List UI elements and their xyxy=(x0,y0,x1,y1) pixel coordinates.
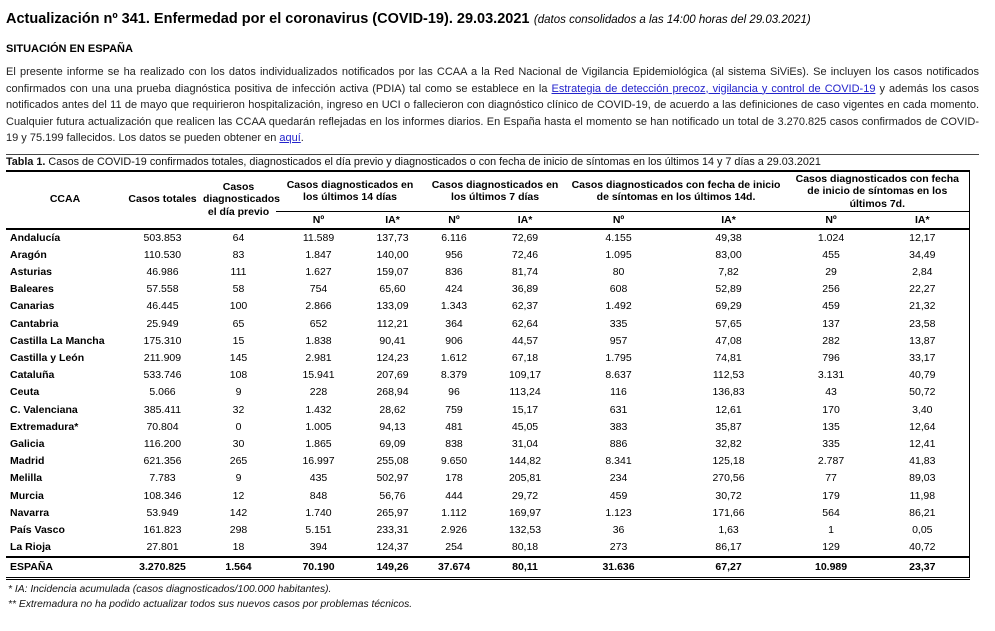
value-cell: 1.432 xyxy=(305,403,332,416)
value-cell: 47,08 xyxy=(715,334,742,347)
value-cell: 455 xyxy=(822,248,840,261)
value-cell: 12,17 xyxy=(909,231,936,244)
value-cell: 136,83 xyxy=(712,386,745,399)
value-cell: 109,17 xyxy=(508,369,542,382)
col-header-ccaa: CCAA xyxy=(6,171,124,229)
value-cell: 23,58 xyxy=(909,317,936,330)
value-cell: 25.949 xyxy=(146,317,179,330)
value-cell: 96 xyxy=(448,386,460,399)
table-row xyxy=(6,264,969,281)
value-cell: 53.949 xyxy=(146,506,179,519)
ccaa-name-cell: Ceuta xyxy=(10,386,40,399)
value-cell: 3,40 xyxy=(912,403,933,416)
value-cell: 86,21 xyxy=(909,506,936,519)
table-row xyxy=(6,419,969,436)
value-cell: 255,08 xyxy=(376,455,409,468)
value-cell: 116.200 xyxy=(143,437,182,450)
value-cell: 27.801 xyxy=(146,541,179,554)
table-row xyxy=(6,436,969,453)
value-cell: 1.024 xyxy=(817,231,845,244)
value-cell: 62,37 xyxy=(511,300,539,313)
value-cell: 16.997 xyxy=(302,455,335,468)
value-cell: 207,69 xyxy=(376,369,409,382)
value-cell: 80 xyxy=(612,265,625,278)
value-cell: 52,89 xyxy=(715,283,742,296)
value-cell: 33,17 xyxy=(909,351,936,364)
value-cell: 18 xyxy=(232,541,245,554)
value-cell: 65,60 xyxy=(379,283,406,296)
value-cell: 836 xyxy=(445,265,463,278)
ccaa-name-cell: Canarias xyxy=(10,300,55,313)
table-caption-text: Casos de COVID-19 confirmados totales, diagnosticados el día previo y diagnosticados o con fecha de inicio de síntomas en los últimos 14 y 7 días a 29.03.2021 xyxy=(45,155,821,168)
ccaa-name-cell: Melilla xyxy=(10,472,43,485)
value-cell: 175.310 xyxy=(143,334,182,347)
value-cell: 149,26 xyxy=(361,557,424,579)
doc-title-text: Actualización nº 341. Enfermedad por el coronavirus (COVID-19). 29.03.2021 xyxy=(6,11,530,27)
value-cell: 228 xyxy=(309,386,328,399)
value-cell: 137,73 xyxy=(376,231,409,244)
table-total-row xyxy=(6,557,969,579)
value-cell: 459 xyxy=(822,300,840,313)
table-body xyxy=(6,229,969,579)
value-cell: 67,27 xyxy=(671,557,786,579)
value-cell: 81,74 xyxy=(511,265,539,278)
value-cell: 62,64 xyxy=(511,317,539,330)
link-aqui[interactable]: aquí xyxy=(279,132,301,144)
ccaa-name-cell: Andalucía xyxy=(10,231,61,244)
ccaa-name-cell: Cataluña xyxy=(10,369,55,382)
value-cell: 533.746 xyxy=(143,369,182,382)
value-cell: 15.941 xyxy=(302,369,335,382)
value-cell: 8.379 xyxy=(440,369,468,382)
value-cell: 116 xyxy=(610,386,627,399)
value-cell: 31.636 xyxy=(566,557,671,579)
value-cell: 29 xyxy=(825,265,837,278)
value-cell: 298 xyxy=(229,523,248,536)
ccaa-name-cell: C. Valenciana xyxy=(10,403,78,416)
value-cell: 32 xyxy=(232,403,245,416)
value-cell: 171,66 xyxy=(712,506,745,519)
value-cell: 86,17 xyxy=(715,541,742,554)
value-cell: 0 xyxy=(235,420,242,433)
table-row xyxy=(6,453,969,470)
ccaa-name-cell: ESPAÑA xyxy=(6,557,124,579)
value-cell: 133,09 xyxy=(376,300,409,313)
value-cell: 282 xyxy=(822,334,840,347)
value-cell: 112,21 xyxy=(376,317,409,330)
value-cell: 40,79 xyxy=(909,369,936,382)
value-cell: 28,62 xyxy=(379,403,406,416)
col-header-group-sintomas-7d: Casos diagnosticados con fecha de inicio de síntomas en los últimos 7d. xyxy=(786,171,969,212)
value-cell: 754 xyxy=(309,283,328,296)
ccaa-name-cell: Asturias xyxy=(10,265,53,278)
value-cell: 125,18 xyxy=(712,455,745,468)
footnotes xyxy=(6,583,985,612)
value-cell: 0,05 xyxy=(912,523,933,536)
value-cell: 32,82 xyxy=(715,437,742,450)
value-cell: 8.341 xyxy=(605,455,632,468)
value-cell: 10.989 xyxy=(786,557,876,579)
subcol-header-num: Nº xyxy=(566,212,671,229)
value-cell: 9 xyxy=(235,386,242,399)
value-cell: 145 xyxy=(229,351,248,364)
value-cell: 211.909 xyxy=(143,351,182,364)
value-cell: 11.589 xyxy=(302,231,335,244)
ccaa-name-cell: Castilla y León xyxy=(10,351,85,364)
value-cell: 2.866 xyxy=(305,300,332,313)
value-cell: 254 xyxy=(445,541,463,554)
col-header-group-14d: Casos diagnosticados en los últimos 14 días xyxy=(276,171,424,212)
value-cell: 90,41 xyxy=(379,334,406,347)
value-cell: 383 xyxy=(609,420,628,433)
ccaa-name-cell: Murcia xyxy=(10,489,44,502)
value-cell: 364 xyxy=(445,317,463,330)
value-cell: 270,56 xyxy=(712,472,745,485)
col-header-group-sintomas-14d: Casos diagnosticados con fecha de inicio de síntomas en los últimos 14d. xyxy=(566,171,786,212)
value-cell: 124,37 xyxy=(376,541,409,554)
value-cell: 140,00 xyxy=(376,248,409,261)
value-cell: 110.530 xyxy=(143,248,182,261)
table-row xyxy=(6,539,969,557)
value-cell: 503.853 xyxy=(143,231,182,244)
value-cell: 35,87 xyxy=(715,420,742,433)
table-row xyxy=(6,367,969,384)
value-cell: 838 xyxy=(445,437,463,450)
subcol-header-ia: IA* xyxy=(876,212,969,229)
value-cell: 5.066 xyxy=(149,386,176,399)
value-cell: 58 xyxy=(232,283,245,296)
ccaa-name-cell: Aragón xyxy=(10,248,47,261)
value-cell: 265,97 xyxy=(376,506,409,519)
value-cell: 135 xyxy=(822,420,840,433)
value-cell: 5.151 xyxy=(305,523,332,536)
value-cell: 57,65 xyxy=(715,317,742,330)
value-cell: 459 xyxy=(609,489,628,502)
value-cell: 848 xyxy=(309,489,328,502)
value-cell: 43 xyxy=(825,386,837,399)
footnote-extremadura: ** Extremadura no ha podido actualizar todos sus nuevos casos por problemas técnicos. xyxy=(8,598,413,610)
value-cell: 112,53 xyxy=(712,369,745,382)
value-cell: 385.411 xyxy=(143,403,182,416)
value-cell: 481 xyxy=(445,420,463,433)
value-cell: 41,83 xyxy=(909,455,936,468)
value-cell: 37.674 xyxy=(424,557,484,579)
value-cell: 83 xyxy=(232,248,245,261)
ccaa-name-cell: Madrid xyxy=(10,455,45,468)
value-cell: 169,97 xyxy=(508,506,542,519)
value-cell: 7,82 xyxy=(718,265,739,278)
subcol-header-num: Nº xyxy=(786,212,876,229)
value-cell: 67,18 xyxy=(511,351,539,364)
value-cell: 759 xyxy=(445,403,463,416)
subcol-header-ia: IA* xyxy=(484,212,566,229)
value-cell: 124,23 xyxy=(376,351,409,364)
value-cell: 80,18 xyxy=(511,541,539,554)
ccaa-name-cell: Extremadura* xyxy=(10,420,79,433)
subcol-header-num: Nº xyxy=(276,212,361,229)
section-heading: SITUACIÓN EN ESPAÑA xyxy=(6,43,133,55)
value-cell: 1.112 xyxy=(441,506,467,519)
value-cell: 69,29 xyxy=(715,300,742,313)
value-cell: 56,76 xyxy=(379,489,406,502)
value-cell: 335 xyxy=(822,437,840,450)
value-cell: 6.116 xyxy=(441,231,467,244)
value-cell: 12,41 xyxy=(909,437,936,450)
value-cell: 72,46 xyxy=(511,248,539,261)
value-cell: 29,72 xyxy=(511,489,539,502)
value-cell: 1.838 xyxy=(305,334,332,347)
value-cell: 12,61 xyxy=(715,403,742,416)
value-cell: 13,87 xyxy=(909,334,936,347)
value-cell: 132,53 xyxy=(508,523,542,536)
value-cell: 435 xyxy=(309,472,328,485)
value-cell: 1,63 xyxy=(718,523,739,536)
value-cell: 36 xyxy=(612,523,625,536)
table-row xyxy=(6,298,969,315)
value-cell: 621.356 xyxy=(143,455,182,468)
table-row xyxy=(6,522,969,539)
value-cell: 268,94 xyxy=(376,386,409,399)
value-cell: 1.612 xyxy=(440,351,468,364)
value-cell: 113,24 xyxy=(509,386,541,399)
table-caption-label: Tabla 1. xyxy=(6,155,46,168)
value-cell: 31,04 xyxy=(511,437,539,450)
value-cell: 631 xyxy=(609,403,628,416)
subcol-header-ia: IA* xyxy=(361,212,424,229)
value-cell: 74,81 xyxy=(715,351,742,364)
value-cell: 111 xyxy=(230,265,247,278)
value-cell: 65 xyxy=(232,317,245,330)
value-cell: 2.787 xyxy=(817,455,845,468)
value-cell: 2.981 xyxy=(305,351,332,364)
value-cell: 1 xyxy=(828,523,834,536)
value-cell: 444 xyxy=(445,489,463,502)
ccaa-name-cell: Cantabria xyxy=(10,317,59,330)
value-cell: 70.804 xyxy=(146,420,179,433)
value-cell: 608 xyxy=(609,283,628,296)
value-cell: 21,32 xyxy=(909,300,936,313)
value-cell: 234 xyxy=(609,472,628,485)
value-cell: 273 xyxy=(609,541,628,554)
value-cell: 1.847 xyxy=(305,248,332,261)
value-cell: 36,89 xyxy=(511,283,539,296)
value-cell: 69,09 xyxy=(379,437,406,450)
value-cell: 1.492 xyxy=(605,300,632,313)
table-row xyxy=(6,229,969,247)
table-row xyxy=(6,350,969,367)
value-cell: 2.926 xyxy=(440,523,468,536)
value-cell: 1.095 xyxy=(605,248,632,261)
value-cell: 957 xyxy=(609,334,628,347)
value-cell: 72,69 xyxy=(511,231,539,244)
value-cell: 1.865 xyxy=(305,437,332,450)
value-cell: 1.343 xyxy=(440,300,468,313)
table-row xyxy=(6,470,969,487)
value-cell: 70.190 xyxy=(276,557,361,579)
table-row xyxy=(6,505,969,522)
value-cell: 9 xyxy=(235,472,242,485)
value-cell: 564 xyxy=(822,506,840,519)
value-cell: 906 xyxy=(445,334,463,347)
value-cell: 89,03 xyxy=(909,472,936,485)
link-estrategia-covid[interactable]: Estrategia de detección precoz, vigilancia y control de COVID-19 xyxy=(551,82,876,95)
value-cell: 2,84 xyxy=(912,265,933,278)
value-cell: 64 xyxy=(232,231,245,244)
value-cell: 108 xyxy=(229,369,248,382)
value-cell: 256 xyxy=(822,283,840,296)
value-cell: 15,17 xyxy=(511,403,539,416)
value-cell: 45,05 xyxy=(511,420,539,433)
table-row xyxy=(6,281,969,298)
ccaa-name-cell: La Rioja xyxy=(10,541,51,554)
value-cell: 652 xyxy=(309,317,328,330)
value-cell: 100 xyxy=(229,300,248,313)
value-cell: 1.005 xyxy=(305,420,332,433)
doc-title xyxy=(6,9,985,30)
value-cell: 1.627 xyxy=(305,265,332,278)
value-cell: 137 xyxy=(822,317,840,330)
col-header-dia-previo: Casos diagnosticados el día previo xyxy=(201,171,276,229)
col-header-casos-totales: Casos totales xyxy=(124,171,201,229)
value-cell: 34,49 xyxy=(909,248,936,261)
value-cell: 7.783 xyxy=(149,472,176,485)
value-cell: 956 xyxy=(445,248,463,261)
value-cell: 886 xyxy=(609,437,628,450)
table-row xyxy=(6,316,969,333)
value-cell: 205,81 xyxy=(508,472,542,485)
col-header-group-7d: Casos diagnosticados en los últimos 7 días xyxy=(424,171,566,212)
value-cell: 50,72 xyxy=(909,386,936,399)
value-cell: 394 xyxy=(309,541,328,554)
ccaa-name-cell: Castilla La Mancha xyxy=(10,334,105,347)
value-cell: 3.270.825 xyxy=(124,557,201,579)
value-cell: 15 xyxy=(232,334,245,347)
value-cell: 57.558 xyxy=(146,283,179,296)
value-cell: 1.740 xyxy=(305,506,332,519)
value-cell: 49,38 xyxy=(715,231,742,244)
value-cell: 161.823 xyxy=(143,523,182,536)
ccaa-name-cell: Navarra xyxy=(10,506,50,519)
intro-text-2: y además los casos notificados antes del 11 de mayo que requirieron hospitalización, ingreso en UCI o fallecieron con diagnóstico clínico de COVID-19, de acuerdo a las definiciones de caso vigentes en cada momento. Cualquier futura actualización que realicen las CCAA quedarán reflejadas en los informes diarios. En España hasta el momento se han notificado un total de 3.270.825 casos confirmados de COVID-19 y 75.199 fallecidos. Los datos se pueden obtener en xyxy=(6,82,979,144)
value-cell: 179 xyxy=(822,489,840,502)
value-cell: 30 xyxy=(232,437,245,450)
intro-text-3: . xyxy=(300,132,304,144)
value-cell: 46.986 xyxy=(146,265,179,278)
value-cell: 502,97 xyxy=(376,472,409,485)
value-cell: 80,11 xyxy=(484,557,566,579)
value-cell: 83,00 xyxy=(715,248,742,261)
value-cell: 142 xyxy=(229,506,248,519)
value-cell: 1.564 xyxy=(201,557,276,579)
value-cell: 108.346 xyxy=(143,489,182,502)
value-cell: 3.131 xyxy=(817,369,845,382)
value-cell: 46.445 xyxy=(146,300,179,313)
value-cell: 4.155 xyxy=(605,231,632,244)
intro-text-1: El presente informe se ha realizado con los datos individualizados notificados por las CCAA a la Red Nacional de Vigilancia Epidemiológica (al sistema SiViEs). Se incluyen los casos notificados confirmados con una una prueba diagnóstica positiva de infección activa (PDIA) tal como se establece en la xyxy=(6,66,979,95)
value-cell: 77 xyxy=(825,472,837,485)
subcol-header-num: Nº xyxy=(424,212,484,229)
value-cell: 796 xyxy=(822,351,840,364)
value-cell: 265 xyxy=(229,455,248,468)
table-caption xyxy=(6,155,979,170)
value-cell: 1.123 xyxy=(605,506,632,519)
ccaa-name-cell: Baleares xyxy=(10,283,54,296)
table-row xyxy=(6,402,969,419)
value-cell: 178 xyxy=(445,472,463,485)
table-header-row-groups xyxy=(6,171,969,212)
value-cell: 44,57 xyxy=(511,334,539,347)
footnote-ia-definition: * IA: Incidencia acumulada (casos diagnosticados/100.000 habitantes). xyxy=(8,584,332,596)
value-cell: 424 xyxy=(445,283,463,296)
value-cell: 12 xyxy=(232,489,245,502)
ccaa-name-cell: País Vasco xyxy=(10,523,65,536)
value-cell: 1.795 xyxy=(605,351,632,364)
covid-cases-table xyxy=(6,170,970,581)
doc-title-consolidation-note: (datos consolidados a las 14:00 horas del 29.03.2021) xyxy=(533,14,811,26)
table-row xyxy=(6,333,969,350)
value-cell: 129 xyxy=(822,541,840,554)
intro-paragraph xyxy=(6,64,979,147)
value-cell: 159,07 xyxy=(376,265,409,278)
value-cell: 12,64 xyxy=(909,420,936,433)
value-cell: 8.637 xyxy=(605,369,632,382)
ccaa-name-cell: Galicia xyxy=(10,437,45,450)
value-cell: 22,27 xyxy=(909,283,936,296)
value-cell: 40,72 xyxy=(909,541,936,554)
table-row xyxy=(6,384,969,401)
value-cell: 170 xyxy=(822,403,840,416)
table-row xyxy=(6,247,969,264)
value-cell: 144,82 xyxy=(508,455,542,468)
value-cell: 335 xyxy=(609,317,628,330)
value-cell: 23,37 xyxy=(876,557,969,579)
value-cell: 9.650 xyxy=(440,455,468,468)
value-cell: 233,31 xyxy=(376,523,409,536)
value-cell: 11,98 xyxy=(909,489,936,502)
table-row xyxy=(6,488,969,505)
subcol-header-ia: IA* xyxy=(671,212,786,229)
value-cell: 94,13 xyxy=(379,420,406,433)
value-cell: 30,72 xyxy=(715,489,742,502)
